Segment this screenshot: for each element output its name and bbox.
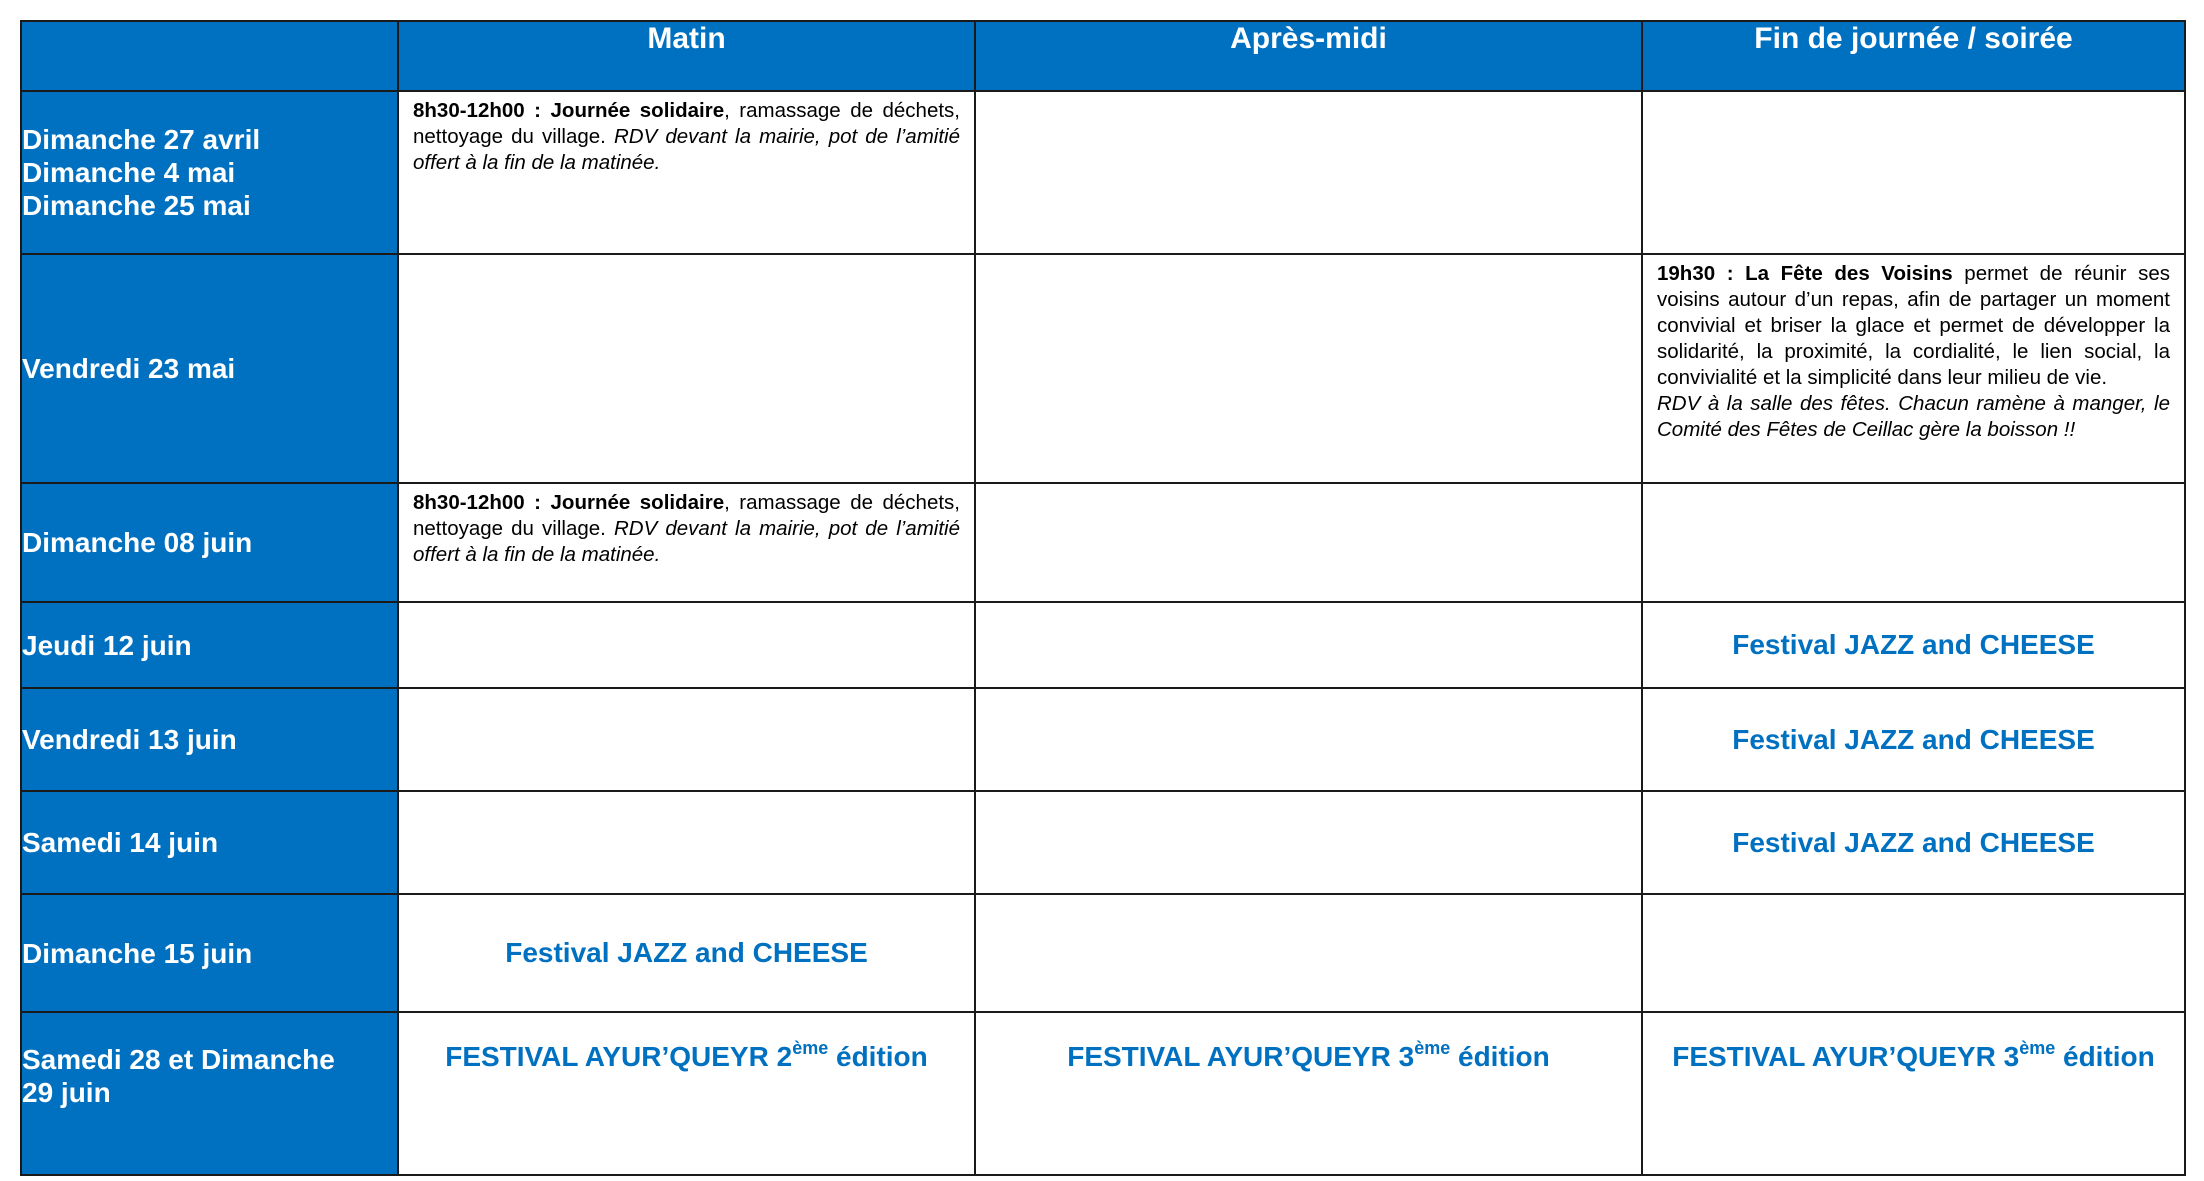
event-text: permet de réunir ses voisins autour d’un repas, afin de partager un moment convivial et briser la glace et permet de développer la solidarité, la proximité, la cordialité, le lien social, la convivialité et la simplicité dans leur milieu de vie.	[1657, 262, 2170, 389]
afternoon-cell	[975, 602, 1642, 688]
afternoon-cell	[975, 91, 1642, 254]
evening-cell	[1642, 483, 2185, 602]
event-description	[399, 92, 974, 176]
edition-superscript: ème	[792, 1038, 829, 1058]
event-description	[1643, 255, 2184, 443]
festival-name: FESTIVAL AYUR’QUEYR 2	[445, 1041, 793, 1072]
schedule-row	[21, 483, 2185, 602]
header-evening: Fin de journée / soirée	[1642, 21, 2185, 91]
festival-label	[976, 1013, 1641, 1073]
festival-label: Festival JAZZ and CHEESE	[505, 937, 868, 968]
event-note: RDV devant la mairie, pot de l’amitié offert à la fin de la matinée.	[413, 125, 960, 174]
day-label: Dimanche 08 juin	[22, 527, 253, 558]
day-label: Vendredi 13 juin	[22, 724, 237, 755]
event-time: 8h30-12h00 :	[413, 99, 542, 122]
evening-cell	[1642, 894, 2185, 1012]
morning-cell	[398, 688, 975, 791]
morning-cell	[398, 483, 975, 602]
day-label: Dimanche 27 avril	[22, 124, 261, 155]
event-title: La Fête des Voisins	[1745, 262, 1953, 285]
event-note: RDV à la salle des fêtes. Chacun ramène à manger, le Comité des Fêtes de Ceillac gère la boisson !!	[1657, 392, 2170, 441]
day-cell	[21, 688, 398, 791]
schedule-table	[20, 20, 2186, 1176]
day-label: Vendredi 23 mai	[22, 353, 236, 384]
event-text: , ramassage de déchets, nettoyage du village.	[413, 491, 960, 540]
day-cell	[21, 791, 398, 894]
event-text: , ramassage de déchets, nettoyage du village.	[413, 99, 960, 148]
edition-word: édition	[1450, 1041, 1550, 1072]
day-cell	[21, 483, 398, 602]
afternoon-cell	[975, 254, 1642, 483]
afternoon-cell	[975, 688, 1642, 791]
edition-word: édition	[828, 1041, 928, 1072]
event-title: Journée solidaire	[550, 99, 725, 122]
schedule-row	[21, 894, 2185, 1012]
evening-cell	[1642, 791, 2185, 894]
header-corner	[21, 21, 398, 91]
schedule-row	[21, 91, 2185, 254]
festival-label: Festival JAZZ and CHEESE	[1732, 629, 2095, 660]
morning-cell	[398, 894, 975, 1012]
day-cell	[21, 602, 398, 688]
afternoon-cell	[975, 791, 1642, 894]
day-label: Samedi 14 juin	[22, 827, 219, 858]
event-description	[399, 484, 974, 568]
festival-label: Festival JAZZ and CHEESE	[1732, 723, 2095, 755]
day-cell	[21, 1012, 398, 1175]
morning-cell	[398, 791, 975, 894]
edition-superscript: ème	[1414, 1038, 1451, 1058]
header-afternoon: Après-midi	[975, 21, 1642, 91]
evening-cell	[1642, 602, 2185, 688]
header-row	[21, 21, 2185, 91]
day-label: Jeudi 12 juin	[22, 629, 192, 661]
event-note: RDV devant la mairie, pot de l’amitié offert à la fin de la matinée.	[413, 517, 960, 566]
event-time: 8h30-12h00 :	[413, 491, 542, 514]
event-title: Journée solidaire	[550, 491, 725, 514]
afternoon-cell	[975, 483, 1642, 602]
day-cell	[21, 894, 398, 1012]
day-cell	[21, 254, 398, 483]
day-label: Dimanche 25 mai	[22, 190, 251, 221]
edition-superscript: ème	[2019, 1038, 2056, 1058]
festival-label	[399, 1013, 974, 1073]
day-label: Dimanche 4 mai	[22, 157, 236, 188]
evening-cell	[1642, 688, 2185, 791]
morning-cell	[398, 1012, 975, 1175]
day-cell	[21, 91, 398, 254]
schedule-row	[21, 688, 2185, 791]
schedule-row	[21, 791, 2185, 894]
evening-cell	[1642, 91, 2185, 254]
afternoon-cell	[975, 1012, 1642, 1175]
evening-cell	[1642, 1012, 2185, 1175]
day-label: 29 juin	[22, 1077, 111, 1108]
header-morning: Matin	[398, 21, 975, 91]
festival-name: FESTIVAL AYUR’QUEYR 3	[1067, 1041, 1415, 1072]
edition-word: édition	[2055, 1041, 2155, 1072]
schedule-row	[21, 1012, 2185, 1175]
festival-label: Festival JAZZ and CHEESE	[1732, 826, 2095, 858]
event-time: 19h30 :	[1657, 262, 1734, 285]
morning-cell	[398, 602, 975, 688]
day-label: Samedi 28 et Dimanche	[22, 1044, 335, 1075]
morning-cell	[398, 254, 975, 483]
evening-cell	[1642, 254, 2185, 483]
schedule-row	[21, 254, 2185, 483]
morning-cell	[398, 91, 975, 254]
afternoon-cell	[975, 894, 1642, 1012]
festival-name: FESTIVAL AYUR’QUEYR 3	[1672, 1041, 2020, 1072]
schedule-row	[21, 602, 2185, 688]
festival-label	[1643, 1013, 2184, 1073]
day-label: Dimanche 15 juin	[22, 937, 253, 969]
